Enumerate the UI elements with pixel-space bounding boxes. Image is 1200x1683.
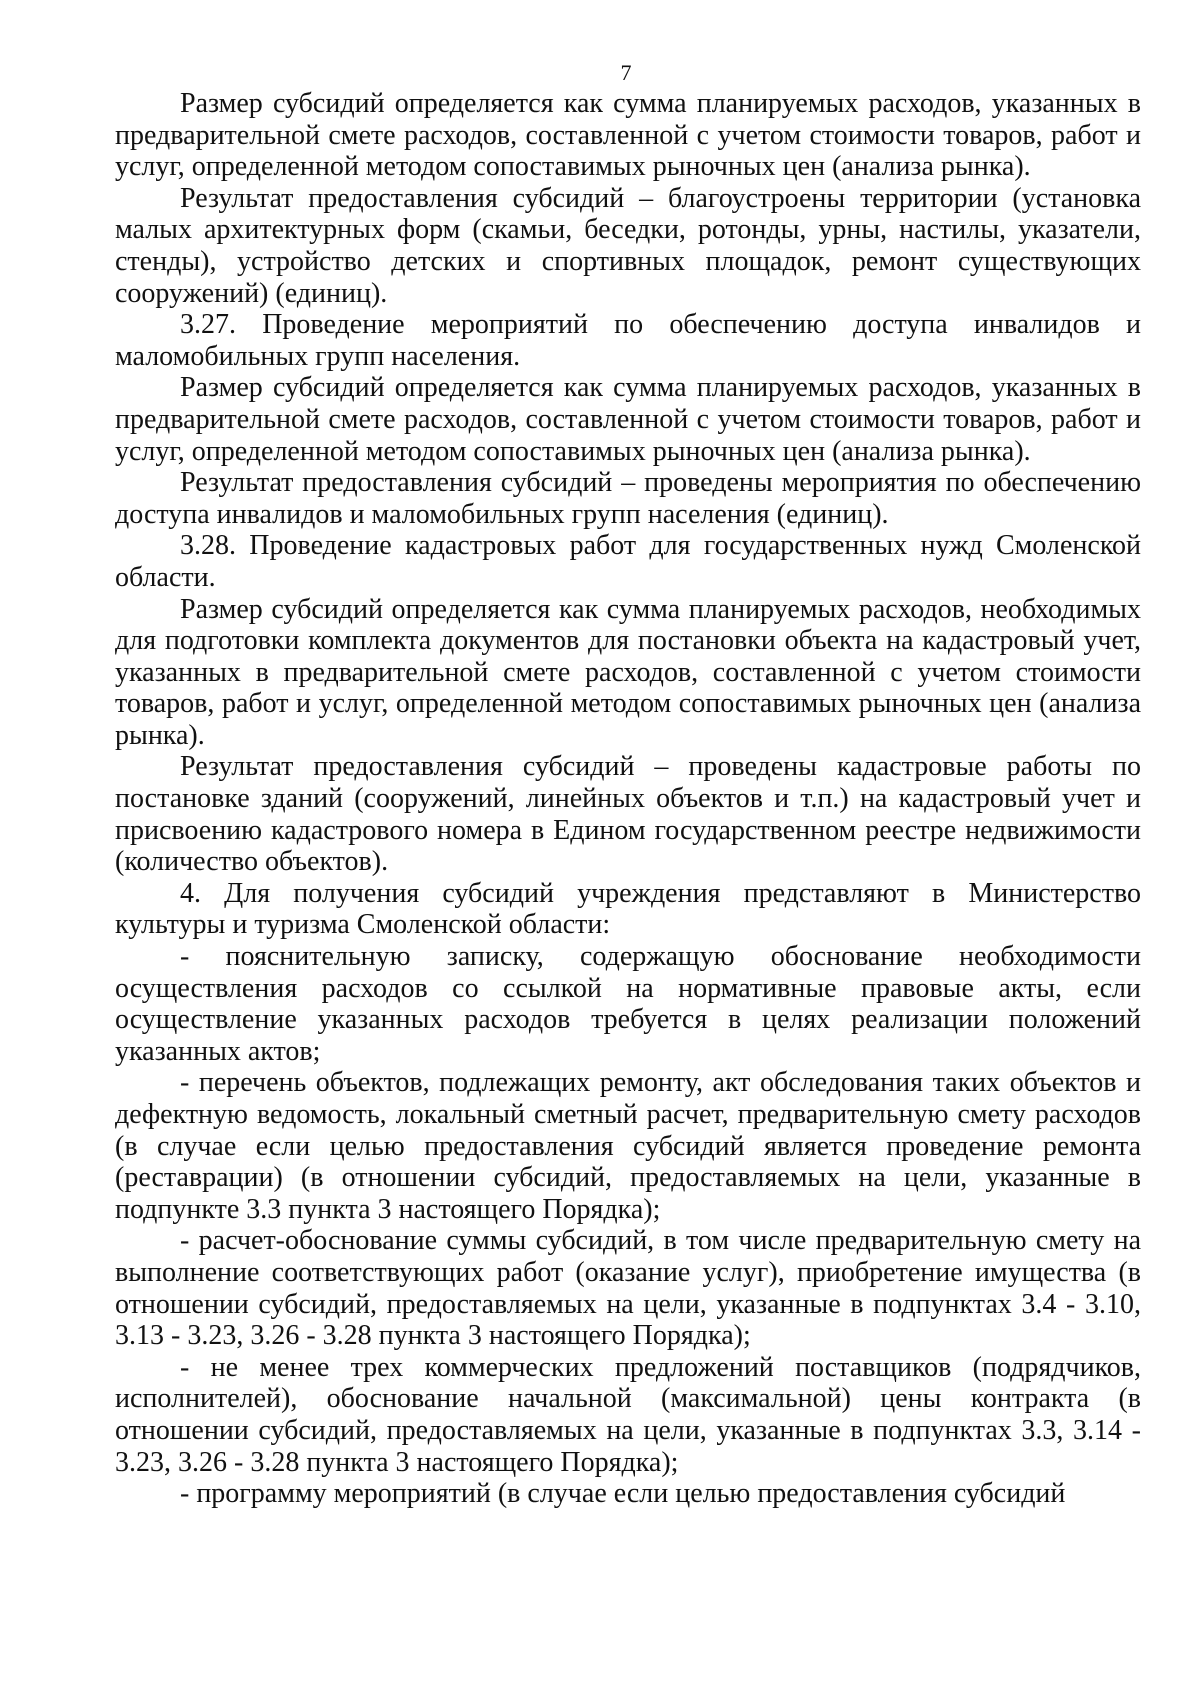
paragraph-result-cadastral: Результат предоставления субсидий – проведены кадастровые работы по постановке зданий (сооружений, линейных объектов и т.п.) на кадастровый учет и присвоению кадастрового номера в Едином государственном реестре недвижимости (количество объектов). bbox=[115, 751, 1141, 878]
paragraph-subsidy-size-cadastral: Размер субсидий определяется как сумма планируемых расходов, необходимых для подготовки комплекта документов для постановки объекта на кадастровый учет, указанных в предварительной смете расходов, составленной с учетом стоимости товаров, работ и услуг, определенной методом сопоставимых рыночных цен (анализа рынка). bbox=[115, 593, 1141, 751]
paragraph-subsidy-size: Размер субсидий определяется как сумма планируемых расходов, указанных в предварительной смете расходов, составленной с учетом стоимости товаров, работ и услуг, определенной методом сопоставимых рыночных цен (анализа рынка). bbox=[115, 88, 1141, 183]
list-item-commercial-offers: - не менее трех коммерческих предложений поставщиков (подрядчиков, исполнителей), обоснование начальной (максимальной) цены контракта (в отношении субсидий, предоставляемых на цели, указанные в подпунктах 3.3, 3.14 - 3.23, 3.26 - 3.28 пункта 3 настоящего Порядка); bbox=[115, 1351, 1141, 1478]
document-body bbox=[115, 88, 1141, 1510]
list-item-repair-objects: - перечень объектов, подлежащих ремонту, акт обследования таких объектов и дефектную ведомость, локальный сметный расчет, предварительную смету расходов (в случае если целью предоставления субсидий является проведение ремонта (реставрации) (в отношении субсидий, предоставляемых на цели, указанные в подпункте 3.3 пункта 3 настоящего Порядка); bbox=[115, 1067, 1141, 1225]
paragraph-item-3-28: 3.28. Проведение кадастровых работ для государственных нужд Смоленской области. bbox=[115, 530, 1141, 593]
page-number: 7 bbox=[620, 60, 632, 85]
paragraph-subsidy-size: Размер субсидий определяется как сумма планируемых расходов, указанных в предварительной смете расходов, составленной с учетом стоимости товаров, работ и услуг, определенной методом сопоставимых рыночных цен (анализа рынка). bbox=[115, 372, 1141, 467]
paragraph-result-landscaping: Результат предоставления субсидий – благоустроены территории (установка малых архитектурных форм (скамьи, беседки, ротонды, урны, настилы, указатели, стенды), устройство детских и спортивных площадок, ремонт существующих сооружений) (единиц). bbox=[115, 182, 1141, 309]
paragraph-item-4: 4. Для получения субсидий учреждения представляют в Министерство культуры и туризма Смоленской области: bbox=[115, 877, 1141, 941]
list-item-program: - программу мероприятий (в случае если целью предоставления субсидий bbox=[180, 1478, 1066, 1510]
list-item-explanatory-note: - пояснительную записку, содержащую обоснование необходимости осуществления расходов со ссылкой на нормативные правовые акты, если осуществление указанных расходов требуется в целях реализации положений указанных актов; bbox=[115, 941, 1141, 1067]
paragraph-item-3-27: 3.27. Проведение мероприятий по обеспечению доступа инвалидов и маломобильных групп населения. bbox=[115, 309, 1141, 372]
paragraph-result-accessibility: Результат предоставления субсидий – проведены мероприятия по обеспечению доступа инвалидов и маломобильных групп населения (единиц). bbox=[115, 467, 1141, 530]
list-item-cost-justification: - расчет-обоснование суммы субсидий, в том числе предварительную смету на выполнение соответствующих работ (оказание услуг), приобретение имущества (в отношении субсидий, предоставляемых на цели, указанные в подпунктах 3.4 - 3.10, 3.13 - 3.23, 3.26 - 3.28 пункта 3 настоящего Порядка); bbox=[115, 1225, 1141, 1352]
